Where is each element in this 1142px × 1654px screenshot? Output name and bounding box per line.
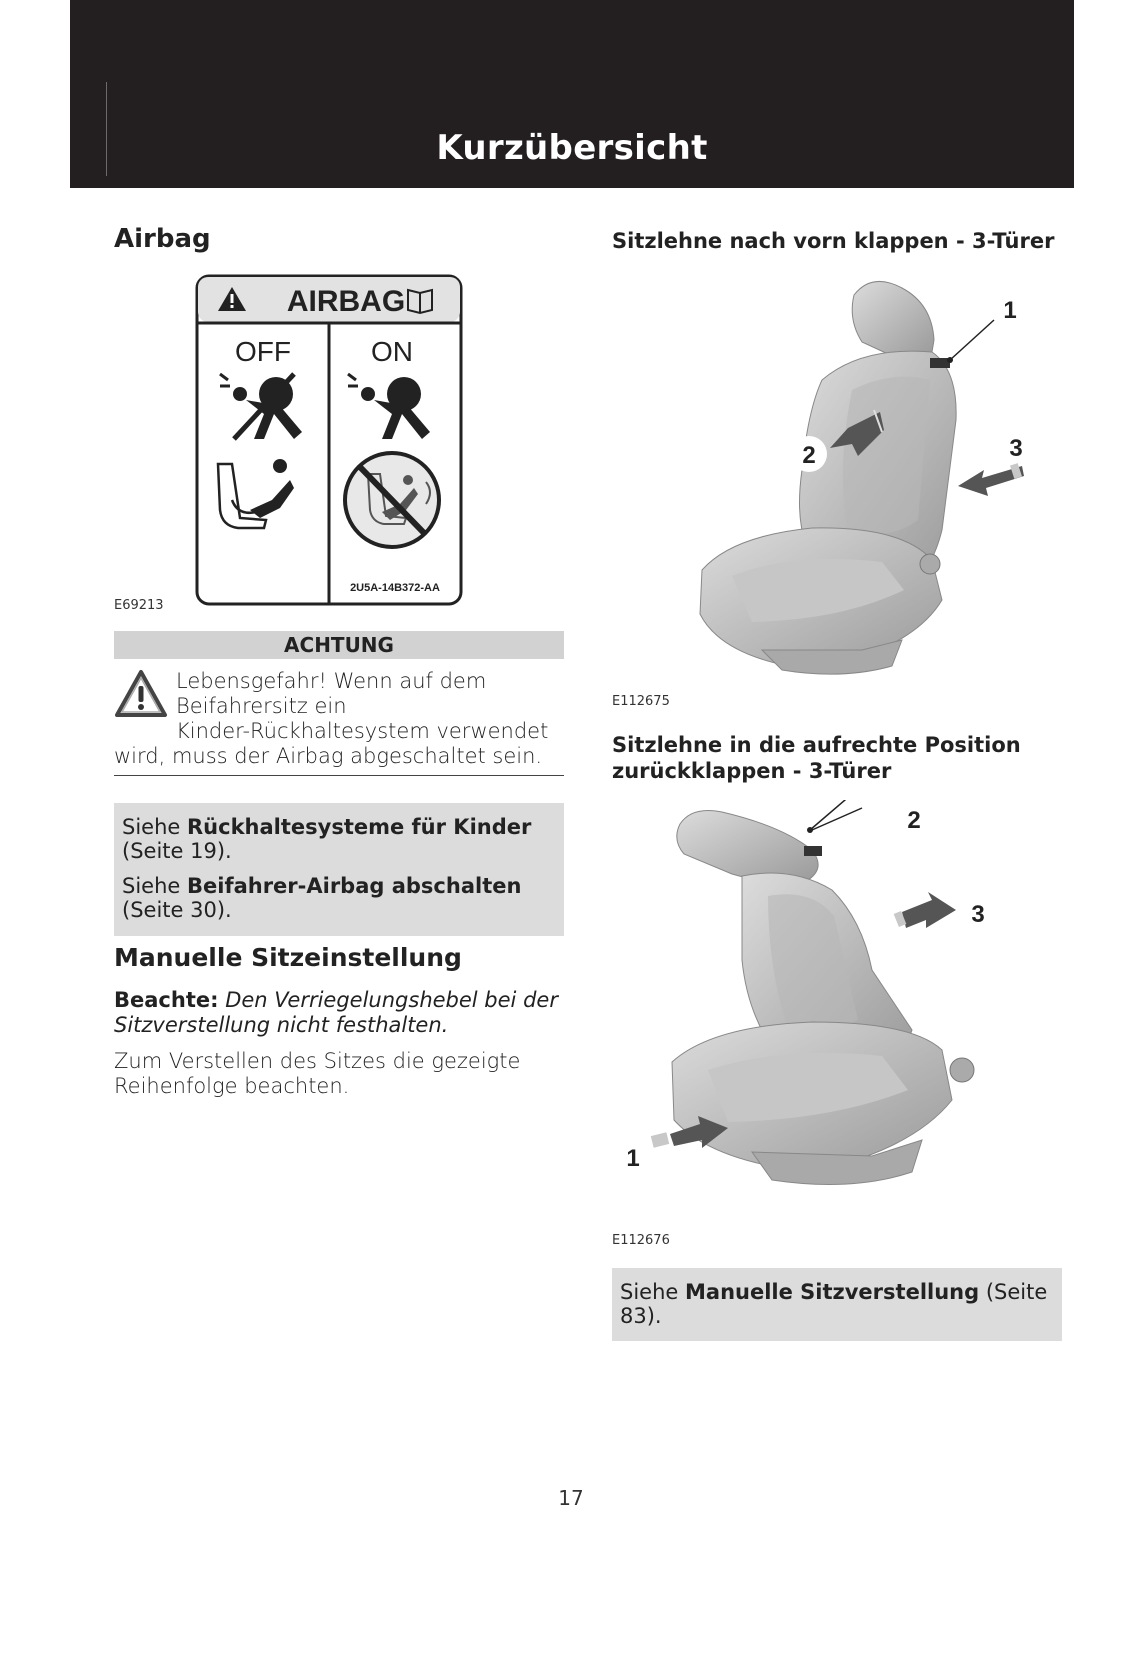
fold-forward-heading: Sitzlehne nach vorn klappen - 3-Türer — [612, 229, 1055, 253]
reference-child-restraints[interactable]: Siehe Rückhaltesysteme für Kinder — [122, 815, 532, 839]
seat-fold-back-figure — [612, 800, 1062, 1230]
manual-seat-text-line-2: Reihenfolge beachten. — [114, 1074, 350, 1098]
arrow-3-forward-icon — [958, 463, 1024, 496]
page-header — [70, 0, 1074, 188]
manual-seat-text-line-1: Zum Verstellen des Sitzes die gezeigte — [114, 1049, 521, 1073]
reference-passenger-airbag[interactable]: Siehe Beifahrer-Airbag abschalten — [122, 874, 522, 898]
reference-box-left — [114, 803, 564, 936]
reference-child-restraints-page: (Seite 19). — [122, 839, 232, 863]
callout-1-forward: 1 — [1003, 297, 1017, 324]
page-number: 17 — [558, 1486, 584, 1510]
callout-3-back: 3 — [971, 901, 985, 928]
reference-manual-seat-adjustment[interactable]: Siehe Manuelle Sitzverstellung (Seite — [620, 1280, 1048, 1304]
fold-forward-image-code: E112675 — [612, 694, 670, 709]
callout-1-back: 1 — [626, 1145, 640, 1172]
airbag-label-figure — [194, 274, 464, 606]
callout-2-back: 2 — [907, 807, 921, 834]
callout-3-forward: 3 — [1009, 435, 1023, 462]
page-title: Kurzübersicht — [436, 128, 708, 168]
reference-manual-seat-adjustment-page: 83). — [620, 1304, 662, 1328]
manual-seat-heading: Manuelle Sitzeinstellung — [114, 943, 462, 972]
child-seat-prohibited-icon — [345, 453, 439, 547]
airbag-label-off: OFF — [235, 336, 291, 367]
airbag-image-code: E69213 — [114, 598, 164, 613]
warning-text-line-2: Beifahrersitz ein — [176, 694, 347, 718]
callout-2-forward: 2 — [802, 442, 816, 469]
manual-seat-note: Beachte: Den Verriegelungshebel bei der — [114, 988, 558, 1012]
warning-text-line-4: wird, muss der Airbag abgeschaltet sein. — [114, 744, 543, 768]
airbag-label-title: AIRBAG — [286, 285, 406, 318]
fold-back-heading-line-2: zurückklappen - 3-Türer — [612, 759, 892, 783]
seat-fold-forward-figure — [612, 270, 1062, 690]
airbag-heading: Airbag — [114, 224, 211, 254]
warning-divider — [114, 775, 564, 776]
reference-passenger-airbag-page: (Seite 30). — [122, 898, 232, 922]
arrow-3-back-icon — [894, 892, 956, 928]
warning-heading: ACHTUNG — [114, 631, 564, 659]
warning-text-line-3: Kinder-Rückhaltesystem verwendet — [176, 719, 549, 743]
manual-seat-note-line-2: Sitzverstellung nicht festhalten. — [114, 1013, 449, 1037]
fold-back-image-code: E112676 — [612, 1233, 670, 1248]
warning-text-line-1: Lebensgefahr! Wenn auf dem — [176, 669, 487, 693]
airbag-part-number: 2U5A-14B372-AA — [350, 582, 440, 594]
fold-back-heading-line-1: Sitzlehne in die aufrechte Position — [612, 733, 1021, 757]
warning-triangle-icon — [114, 669, 168, 719]
airbag-label-on: ON — [371, 336, 413, 367]
reference-box-right — [612, 1268, 1062, 1341]
